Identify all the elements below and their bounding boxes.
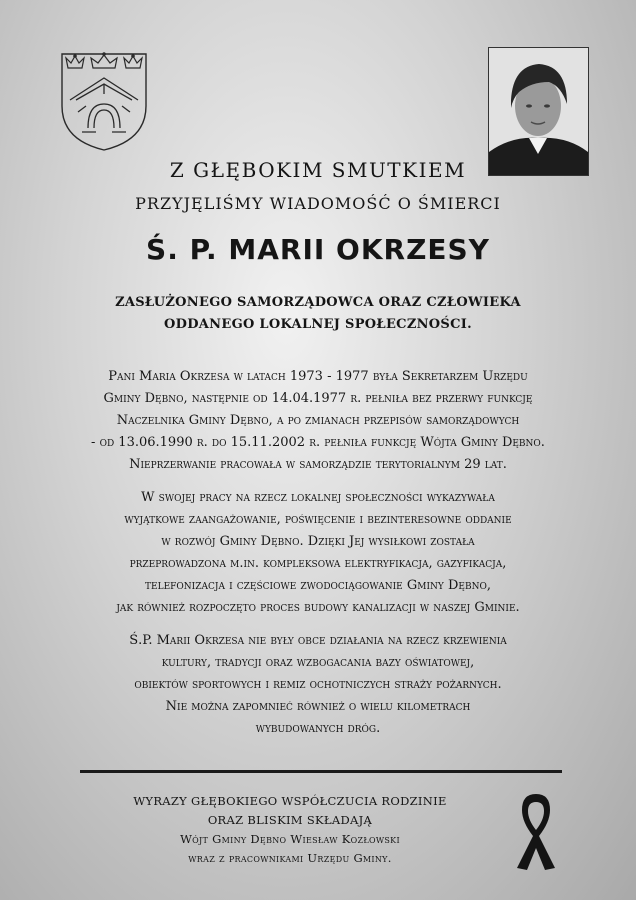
paragraph-line: - od 13.06.1990 r. do 15.11.2002 r. pełniła funkcję Wójta Gminy Dębno. xyxy=(91,435,545,450)
intro-line: ZASŁUŻONEGO SAMORZĄDOWCA ORAZ CZŁOWIEKA xyxy=(115,295,521,310)
paragraph-line: W swojej pracy na rzecz lokalnej społeczności wykazywała xyxy=(141,490,495,505)
municipal-crest-icon xyxy=(58,48,150,152)
paragraph-line: w rozwój Gminy Dębno. Dzięki Jej wysiłkowi została xyxy=(161,534,475,549)
paragraph-line: Nie można zapomnieć również o wielu kilometrach xyxy=(165,699,471,714)
paragraph-line: wybudowanych dróg. xyxy=(255,721,381,736)
paragraph-line: Naczelnika Gminy Dębno, a po zmianach przepisów samorządowych xyxy=(116,413,520,428)
paragraph-line: Ś.P. Marii Okrzesa nie były obce działania na rzecz krzewienia xyxy=(129,633,507,648)
condolences-line: ORAZ BLISKIM SKŁADAJĄ xyxy=(207,813,373,827)
condolences-text xyxy=(110,792,470,868)
condolences-line: wraz z pracownikami Urzędu Gminy. xyxy=(188,851,392,865)
condolences-line: WYRAZY GŁĘBOKIEGO WSPÓŁCZUCIA RODZINIE xyxy=(133,794,447,808)
mourning-ribbon-icon xyxy=(513,792,559,872)
condolences-line: Wójt Gminy Dębno Wiesław Kozłowski xyxy=(180,832,400,846)
intro-line: ODDANEGO LOKALNEJ SPOŁECZNOŚCI. xyxy=(164,317,472,332)
paragraph-line: przeprowadzona m.in. kompleksowa elektryfikacja, gazyfikacja, xyxy=(129,556,507,571)
deceased-name: Ś. P. MARII OKRZESY xyxy=(146,233,490,266)
paragraph-line: Gminy Dębno, następnie od 14.04.1977 r. pełniła bez przerwy funkcję xyxy=(103,391,533,406)
paragraph-line: obiektów sportowych i remiz ochotniczych straży pożarnych. xyxy=(134,677,502,692)
paragraph-culture xyxy=(40,630,596,740)
notice-title: Z GŁĘBOKIM SMUTKIEM xyxy=(169,158,467,182)
paragraph-line: kultury, tradycji oraz wzbogacania bazy oświatowej, xyxy=(161,655,475,670)
notice-subtitle: PRZYJĘLIŚMY WIADOMOŚĆ O ŚMIERCI xyxy=(135,194,501,213)
paragraph-achievements xyxy=(40,487,596,619)
paragraph-career xyxy=(40,366,596,476)
divider xyxy=(80,770,562,773)
paragraph-line: jak również rozpoczęto proces budowy kanalizacji w naszej Gminie. xyxy=(116,600,520,615)
paragraph-line: Pani Maria Okrzesa w latach 1973 - 1977 była Sekretarzem Urzędu xyxy=(108,369,528,384)
paragraph-line: telefonizacja i częściowe zwodociągowanie Gminy Dębno, xyxy=(145,578,491,593)
portrait-photo xyxy=(489,48,588,175)
paragraph-line: Nieprzerwanie pracowała w samorządzie terytorialnym 29 lat. xyxy=(129,457,507,472)
intro-text xyxy=(0,292,636,336)
paragraph-line: wyjątkowe zaangażowanie, poświęcenie i bezinteresowne oddanie xyxy=(124,512,512,527)
